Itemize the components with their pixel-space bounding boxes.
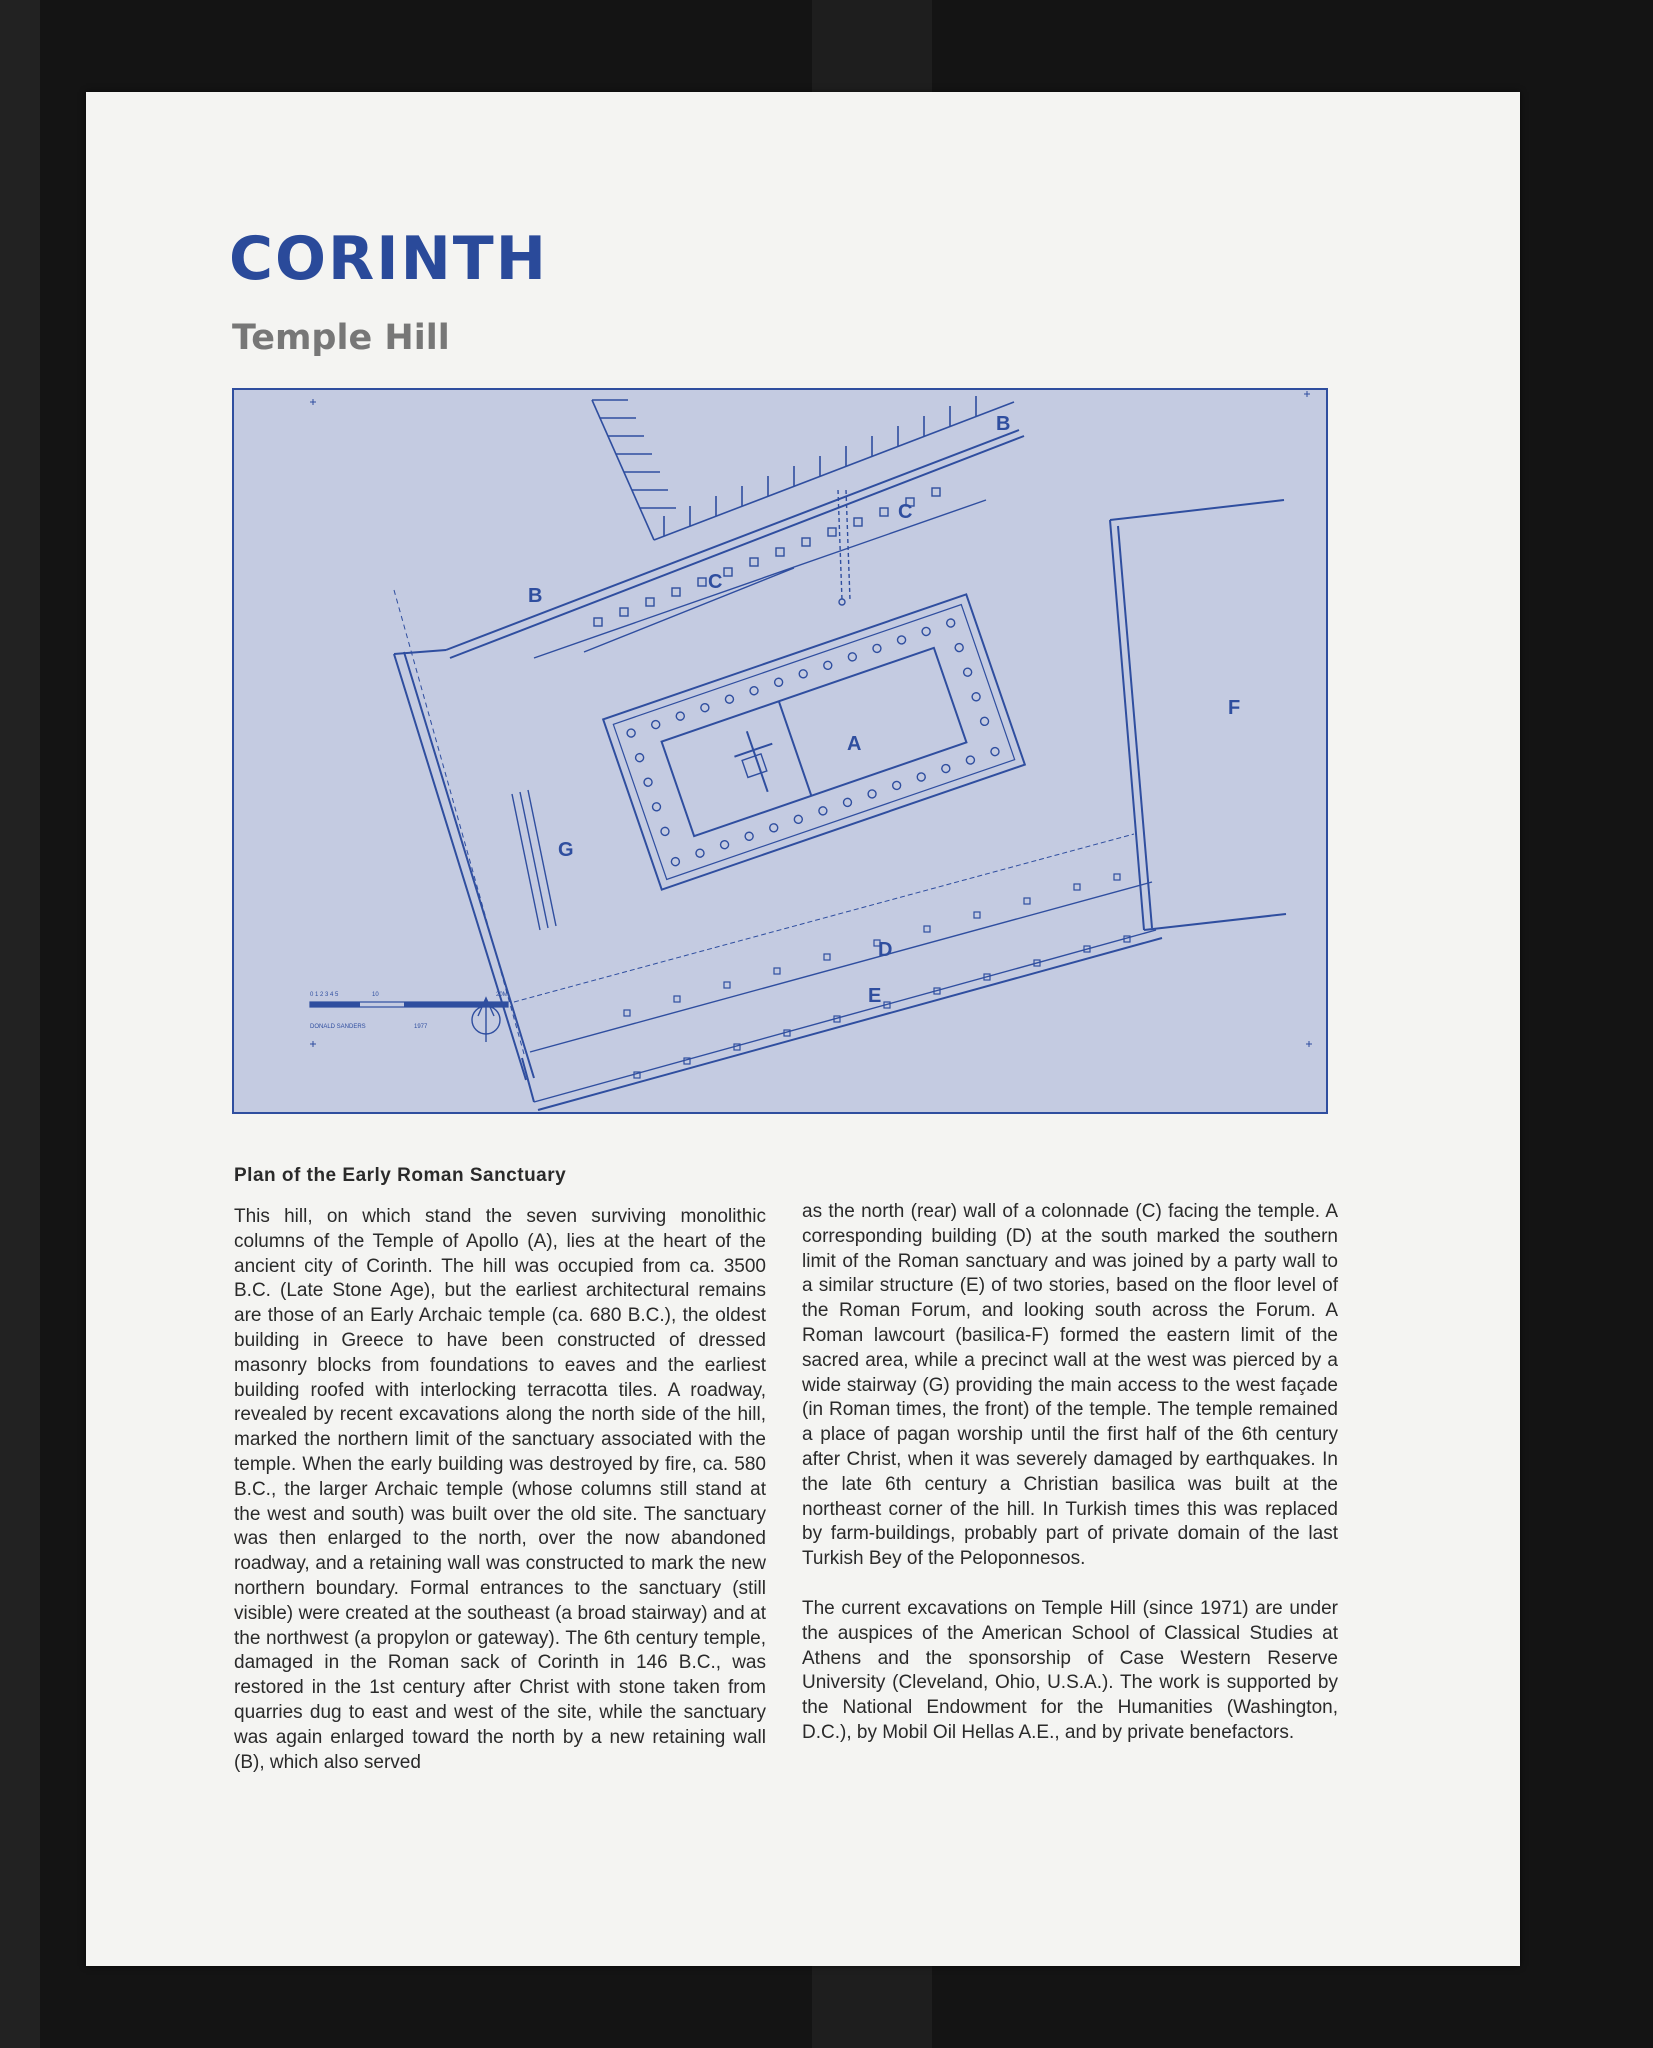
paragraph-roman-sanctuary: as the north (rear) wall of a colonnade (C) facing the temple. A corresponding building (D) at the south marked the southern limit of the Roman sanctuary and was joined by a party wall to a similar structure (E) of two stories, based on the floor level of the Roman Forum, and looking south across the Forum. A Roman lawcourt (basilica-F) formed the eastern limit of the sacred area, while a precinct wall at the west was pierced by a wide stairway (G) providing the main access to the west façade (in Roman times, the front) of the temple. The temple remained a place of pagan worship until the first half of the 6th century after Christ, when it was severely damaged by earthquakes. In the late 6th century a Christian basilica was built at the northeast corner of the hill. In Turkish times this was replaced by farm-buildings, probably part of private domain of the last Turkish Bey of the Peloponnesos. (802, 1201, 1338, 1570)
label-d: D (878, 939, 893, 961)
lawcourt-f (1110, 500, 1286, 930)
north-shops (592, 396, 1014, 540)
label-c-east: C (898, 501, 913, 523)
brochure-page (86, 92, 1520, 1966)
label-b-west: B (528, 585, 543, 607)
scale-end: 20M (496, 992, 508, 998)
background-left-edge (0, 0, 40, 2048)
colonnade-c (534, 488, 986, 658)
registration-marks (310, 391, 1312, 1047)
text-column-right (802, 1200, 1338, 1771)
label-c-west: C (708, 571, 723, 593)
paragraph-history: This hill, on which stand the seven surviving monolithic columns of the Temple of Apollo (A), lies at the heart of the ancient city of Corinth. The hill was occupied from ca. 3500 B.C. (Late Stone Age), but the earliest architectural remains are those of an Early Archaic temple (ca. 680 B.C.), the oldest building in Greece to have been constructed of dressed masonry blocks from foundations to eaves and the earliest building roofed with interlocking terracotta tiles. A roadway, revealed by recent excavations along the north side of the hill, marked the northern limit of the sanctuary associated with the temple. When the early building was destroyed by fire, ca. 580 B.C., the larger Archaic temple (whose columns still stand at the west and south) was built over the old site. The sanctuary was then enlarged to the north, over the now abandoned roadway, and a retaining wall was constructed to mark the new northern boundary. Formal entrances to the sanctuary (still visible) were created at the southeast (a broad stairway) and at the northwest (a propylon or gateway). The 6th century temple, damaged in the Roman sack of Corinth in 146 B.C., was restored in the 1st century after Christ with stone taken from quarries dug to east and west of the site, while the sanctuary was again enlarged toward the north by a new retaining wall (B), which also served (234, 1206, 766, 1773)
paragraph-excavations: The current excavations on Temple Hill (since 1971) are under the auspices of the American School of Classical Studies at Athens and the sponsorship of Case Western Reserve University (Cleveland, Ohio, U.S.A.). The work is supported by the National Endowment for the Humanities (Washington, D.C.), by Mobil Oil Hellas A.E., and by private benefactors. (802, 1597, 1338, 1743)
label-a: A (847, 733, 862, 755)
page-title: CORINTH (229, 224, 548, 294)
scale-mid: 10 (372, 992, 379, 998)
sanctuary-plan (232, 388, 1328, 1114)
buildings-d-e (514, 834, 1162, 1110)
label-b-north: B (996, 413, 1011, 435)
temple-a (603, 594, 1025, 889)
retaining-wall-b (446, 430, 1024, 658)
label-e: E (868, 985, 882, 1007)
plan-drawing (234, 390, 1326, 1112)
label-f: F (1228, 697, 1241, 719)
plan-caption: Plan of the Early Roman Sanctuary (234, 1165, 567, 1186)
scale-numbers: 0 1 2 3 4 5 (310, 992, 339, 998)
page-subtitle: Temple Hill (232, 318, 450, 358)
plan-credit: DONALD SANDERS (310, 1024, 366, 1030)
label-g: G (558, 839, 574, 861)
scale-bar (310, 992, 508, 1030)
plan-year: 1977 (414, 1024, 428, 1030)
text-column-left (234, 1205, 766, 1800)
